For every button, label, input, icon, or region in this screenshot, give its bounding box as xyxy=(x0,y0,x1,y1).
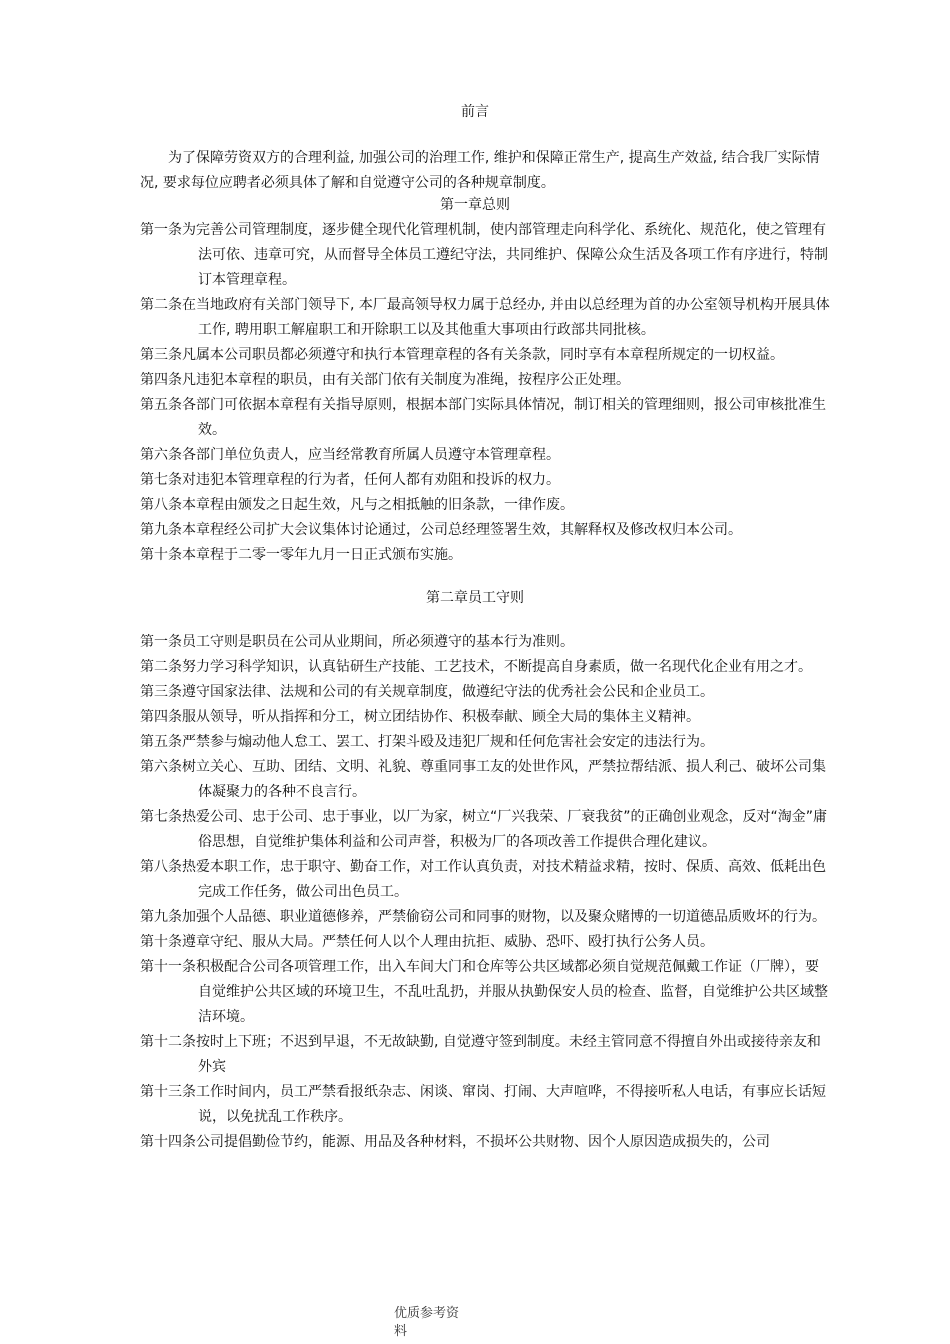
article: 第六条各部门单位负责人，应当经常教育所属人员遵守本管理章程。 xyxy=(140,447,560,463)
footer xyxy=(394,1305,484,1341)
article: 第七条对违犯本管理章程的行为者，任何人都有劝阻和投诉的权力。 xyxy=(140,472,560,488)
article: 第一条员工守则是职员在公司从业期间，所必须遵守的基本行为准则。 xyxy=(140,634,574,650)
chapter2-title: 第二章员工守则 xyxy=(426,590,524,606)
article: 第二条努力学习科学知识，认真钻研生产技能、工艺技术，不断提高自身素质，做一名现代化企业有用之才。 xyxy=(140,659,812,675)
article: 第八条热爱本职工作，忠于职守、勤奋工作，对工作认真负责，对技术精益求精，按时、保质、高效、低耗出色完成工作任务，做公司出色员工。 xyxy=(140,859,826,900)
article: 第五条各部门可依据本章程有关指导原则，根据本部门实际具体情况，制订相关的管理细则，报公司审核批准生效。 xyxy=(140,397,826,438)
article: 第三条遵守国家法律、法规和公司的有关规章制度，做遵纪守法的优秀社会公民和企业员工。 xyxy=(140,684,714,700)
article: 第一条为完善公司管理制度，逐步健全现代化管理机制，使内部管理走向科学化、系统化、规范化，使之管理有法可依、违章可究，从而督导全体员工遵纪守法，共同维护、保障公众生活及各项工作有序进行，特制订本管理章程。 xyxy=(140,222,828,288)
footer-line: 优质参考资 xyxy=(394,1306,460,1321)
article: 第十二条按时上下班；不迟到早退，不无故缺勤, 自觉遵守签到制度。未经主管同意不得擅自外出或接待亲友和外宾 xyxy=(140,1034,821,1075)
article: 第五条严禁参与煽动他人怠工、罢工、打架斗殴及违犯厂规和任何危害社会安定的违法行为。 xyxy=(140,734,714,750)
preface-title: 前言 xyxy=(461,104,489,120)
chapter1-articles xyxy=(140,218,830,568)
article: 第十三条工作时间内，员工严禁看报纸杂志、闲谈、窜岗、打闹、大声喧哗，不得接听私人电话，有事应长话短说，以免扰乱工作秩序。 xyxy=(140,1084,826,1125)
article: 第九条加强个人品德、职业道德修养，严禁偷窃公司和同事的财物，以及聚众赌博的一切道德品质败坏的行为。 xyxy=(140,909,826,925)
article: 第八条本章程由颁发之日起生效，凡与之相抵触的旧条款，一律作废。 xyxy=(140,497,574,513)
article: 第七条热爱公司、忠于公司、忠于事业，以厂为家，树立“厂兴我荣、厂衰我贫”的正确创业观念，反对“淘金”庸俗思想，自觉维护集体利益和公司声誉，积极为厂的各项改善工作提供合理化建议。 xyxy=(140,809,828,850)
article: 第十条本章程于二零一零年九月一日正式颁布实施。 xyxy=(140,547,462,563)
article: 第十四条公司提倡勤俭节约，能源、用品及各种材料，不损坏公共财物、因个人原因造成损失的，公司 xyxy=(140,1134,770,1150)
article: 第六条树立关心、互助、团结、文明、礼貌、尊重同事工友的处世作风，严禁拉帮结派、损人利己、破坏公司集体凝聚力的各种不良言行。 xyxy=(140,759,826,800)
preface-paragraph: 为了保障劳资双方的合理利益, 加强公司的治理工作, 维护和保障正常生产, 提高生产效益, 结合我厂实际情况, 要求每位应聘者必须具体了解和自觉遵守公司的各种规章制度。 xyxy=(140,150,820,191)
footer-line: 料 xyxy=(394,1324,408,1339)
article: 第三条凡属本公司职员都必须遵守和执行本管理章程的各有关条款，同时享有本章程所规定的一切权益。 xyxy=(140,347,784,363)
article: 第四条凡违犯本章程的职员，由有关部门依有关制度为准绳，按程序公正处理。 xyxy=(140,372,630,388)
article: 第十条遵章守纪、服从大局。严禁任何人以个人理由抗拒、威胁、恐吓、殴打执行公务人员。 xyxy=(140,934,714,950)
article: 第四条服从领导，听从指挥和分工，树立团结协作、积极奉献、顾全大局的集体主义精神。 xyxy=(140,709,700,725)
chapter1-title: 第一章总则 xyxy=(440,197,510,213)
article: 第二条在当地政府有关部门领导下, 本厂最高领导权力属于总经办, 并由以总经理为首的办公室领导机构开展具体工作, 聘用职工解雇职工和开除职工以及其他重大事项由行政部共同批核。 xyxy=(140,297,830,338)
chapter2-articles xyxy=(140,630,830,1155)
article: 第九条本章程经公司扩大会议集体讨论通过，公司总经理签署生效，其解释权及修改权归本公司。 xyxy=(140,522,742,538)
article: 第十一条积极配合公司各项管理工作，出入车间大门和仓库等公共区域都必须自觉规范佩戴工作证（厂牌），要自觉维护公共区域的环境卫生，不乱吐乱扔，并服从执勤保安人员的检查、监督，自觉维护公共区域整洁环境。 xyxy=(140,959,828,1025)
